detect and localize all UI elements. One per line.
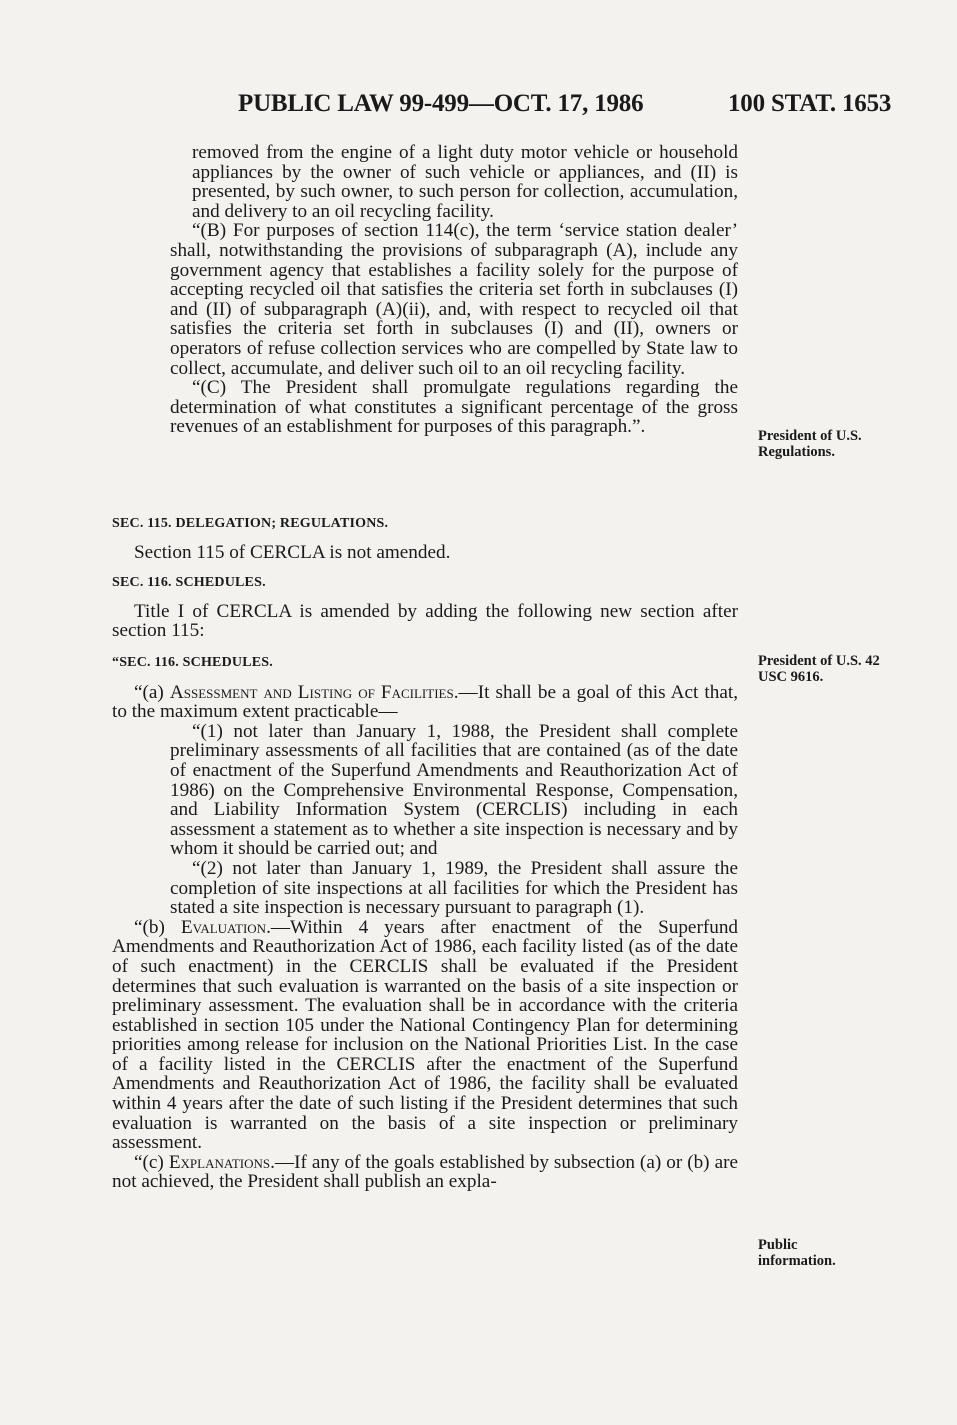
margin-note-regulations: President of U.S. Regulations. [758, 428, 862, 460]
section-116 [112, 573, 738, 641]
paragraph-a2: “(2) not later than January 1, 1989, the President shall assure the completion of site inspections at all facilities for which the President has stated a site inspection is necessary pursuant to paragraph (1). [170, 857, 738, 919]
section-116-heading: SEC. 116. SCHEDULES. [112, 575, 266, 590]
subsection-b-lead: “(b) [134, 916, 181, 938]
continuation-paragraph [112, 143, 738, 221]
subsection-c [112, 1153, 738, 1192]
subsection-b [112, 918, 738, 1153]
paragraph-a1: “(1) not later than January 1, 1988, the President shall complete preliminary assessments of all facilities that are contained (as of the date of enactment of the Superfund Amendments and Reauthorization Act of 1986) on the Comprehensive Environmental Response, Compensation, and Liability Information System (CERCLIS) including in each assessment a statement as to whether a site inspection is necessary and by whom it should be carried out; and [170, 720, 738, 860]
subsection-a-items [112, 722, 738, 918]
margin-note-public-info: Public information. [758, 1237, 836, 1269]
subsection-a [112, 683, 738, 722]
section-115-text: Section 115 of CERCLA is not amended. [134, 541, 451, 563]
subsection-c-text: .—If any of the goals established by subsection (a) or (b) are not achieved, the President shall publish an expla- [112, 1151, 738, 1193]
paragraph-b: “(B) For purposes of section 114(c), the term ‘service station dealer’ shall, notwithstanding the provisions of subparagraph (A), include any government agency that establishes a facility solely for the purpose of accepting recycled oil that satisfies the criteria set forth in subclauses (I) and (II) of subparagraph (A)(ii), and, with respect to recycled oil that satisfies the criteria set forth in subclauses (I) and (II), owners or operators of refuse collection services who are compelled by State law to collect, accumulate, and deliver such oil to an oil recycling facility. [170, 220, 738, 379]
subsection-a-text: .—It shall be a goal of this Act that, to the maximum extent practicable— [112, 681, 738, 723]
subsection-b-caption: Evaluation [180, 916, 267, 938]
subsection-c-caption: Explanations [168, 1151, 271, 1173]
page-header-title: PUBLIC LAW 99-499—OCT. 17, 1986 [238, 90, 644, 117]
page-header-stat: 100 STAT. 1653 [728, 90, 892, 117]
subsection-c-lead: “(c) [134, 1151, 169, 1173]
section-115-heading: SEC. 115. DELEGATION; REGULATIONS. [112, 516, 389, 531]
section-115 [112, 514, 738, 562]
paragraph-c: “(C) The President shall promulgate regulations regarding the determination of what constitutes a significant percentage of the gross revenues of an establishment for purposes of this paragraph.”. [170, 377, 738, 438]
continuation-text: removed from the engine of a light duty motor vehicle or household appliances by the owner of such vehicle or appliances, and (II) is presented, by such owner, to such person for collection, accumulation, and delivery to an oil recycling facility. [192, 142, 738, 222]
para-b-wrap [112, 221, 738, 437]
subsection-a-caption: Assessment and Listing of Facilities [169, 681, 454, 703]
new-section-116 [112, 653, 738, 1192]
text-block-top [112, 143, 738, 437]
new-section-116-heading: “SEC. 116. SCHEDULES. [112, 655, 273, 670]
section-116-text: Title I of CERCLA is amended by adding the following new section after section 115: [112, 600, 738, 642]
margin-note-usc: President of U.S. 42 USC 9616. [758, 653, 880, 685]
subsection-a-lead: “(a) [134, 681, 170, 703]
subsection-b-text: .—Within 4 years after enactment of the Superfund Amendments and Reauthorization Act of 1986, each facility listed (as of the date of such enactment) in the CERCLIS shall be evaluated if the President determines that such evaluation is warranted on the basis of a site inspection or preliminary assessment. The evaluation shall be in accordance with the criteria established in section 105 under the National Contingency Plan for determining priorities among release for inclusion on the National Priorities List. In the case of a facility listed in the CERCLIS after the enactment of the Superfund Amendments and Reauthorization Act of 1986, the facility shall be evaluated within 4 years after the date of such listing if the President determines that such evaluation is warranted on the basis of a site inspection or preliminary assessment. [112, 916, 739, 1154]
